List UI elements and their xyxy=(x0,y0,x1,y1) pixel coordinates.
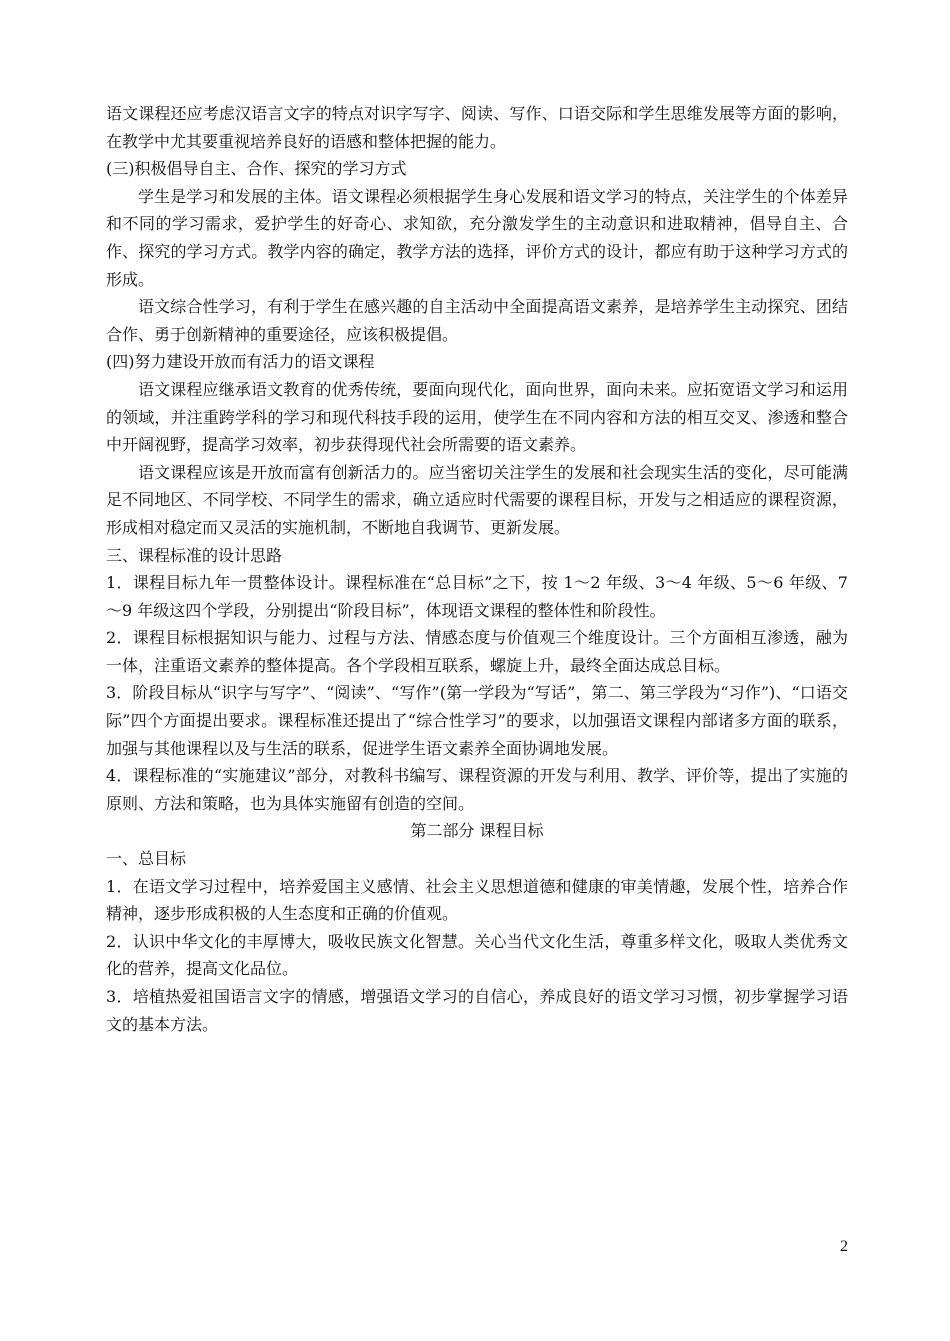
section-heading: 三、课程标准的设计思路 xyxy=(106,545,283,565)
paragraph: 语文课程应该是开放而富有创新活力的。应当密切关注学生的发展和社会现实生活的变化，尽可能满足不同地区、不同学校、不同学生的需求，确立适应时代需要的课程目标，开发与之相适应的课程资源，形成相对稳定而又灵活的实施机制，不断地自我调节、更新发展。 xyxy=(106,462,848,537)
list-item: 3．阶段目标从“识字与写字”、“阅读”、“写作”(第一学段为“写话”，第二、第三学段为“习作”)、“口语交际”四个方面提出要求。课程标准还提出了“综合性学习”的要求，以加强语文课程内部诸多方面的联系，加强与其他课程以及与生活的联系，促进学生语文素养全面协调地发展。 xyxy=(106,683,848,758)
list-item: 2．课程目标根据知识与能力、过程与方法、情感态度与价值观三个维度设计。三个方面相互渗透，融为一体，注重语文素养的整体提高。各个学段相互联系，螺旋上升，最终全面达成总目标。 xyxy=(106,628,848,675)
goal-heading: 一、总目标 xyxy=(106,849,187,869)
goal-item: 2．认识中华文化的丰厚博大，吸收民族文化智慧。关心当代文化生活，尊重多样文化，吸取人类优秀文化的营养，提高文化品位。 xyxy=(106,931,848,979)
goal-item: 3．培植热爱祖国语言文字的情感，增强语文学习的自信心，养成良好的语文学习习惯，初步掌握学习语文的基本方法。 xyxy=(106,987,848,1034)
part-heading: 第二部分 课程目标 xyxy=(410,821,544,841)
paragraph: 语文综合性学习，有利于学生在感兴趣的自主活动中全面提高语文素养，是培养学生主动探究、团结合作、勇于创新精神的重要途径，应该积极提倡。 xyxy=(106,297,848,344)
body-text xyxy=(106,100,848,1038)
section-heading: (四)努力建设开放而有活力的语文课程 xyxy=(106,352,375,372)
section-heading: (三)积极倡导自主、合作、探究的学习方式 xyxy=(106,159,407,179)
paragraph: 学生是学习和发展的主体。语文课程必须根据学生身心发展和语文学习的特点，关注学生的个体差异和不同的学习需求，爱护学生的好奇心、求知欲，充分激发学生的主动意识和进取精神，倡导自主、合作、探究的学习方式。教学内容的确定，教学方法的选择，评价方式的设计，都应有助于这种学习方式的形成。 xyxy=(106,186,848,289)
paragraph: 语文课程应继承语文教育的优秀传统，要面向现代化，面向世界，面向未来。应拓宽语文学习和运用的领域，并注重跨学科的学习和现代科技手段的运用，使学生在不同内容和方法的相互交叉、渗透和整合中开阔视野，提高学习效率，初步获得现代社会所需要的语文素养。 xyxy=(106,379,848,455)
goal-item: 1．在语文学习过程中，培养爱国主义感情、社会主义思想道德和健康的审美情趣，发展个性，培养合作精神，逐步形成积极的人生态度和正确的价值观。 xyxy=(106,876,848,924)
paragraph: 语文课程还应考虑汉语言文字的特点对识字写字、阅读、写作、口语交际和学生思维发展等方面的影响，在教学中尤其要重视培养良好的语感和整体把握的能力。 xyxy=(106,104,848,151)
page-number: 2 xyxy=(840,1238,848,1255)
list-item: 4．课程标准的“实施建议”部分，对教科书编写、课程资源的开发与利用、教学、评价等，提出了实施的原则、方法和策略，也为具体实施留有创造的空间。 xyxy=(106,766,848,813)
list-item: 1．课程目标九年一贯整体设计。课程标准在“总目标”之下，按 1～2 年级、3～4 年级、5～6 年级、7～9 年级这四个学段，分别提出“阶段目标”，体现语文课程的整体性和阶段性。 xyxy=(106,573,848,620)
